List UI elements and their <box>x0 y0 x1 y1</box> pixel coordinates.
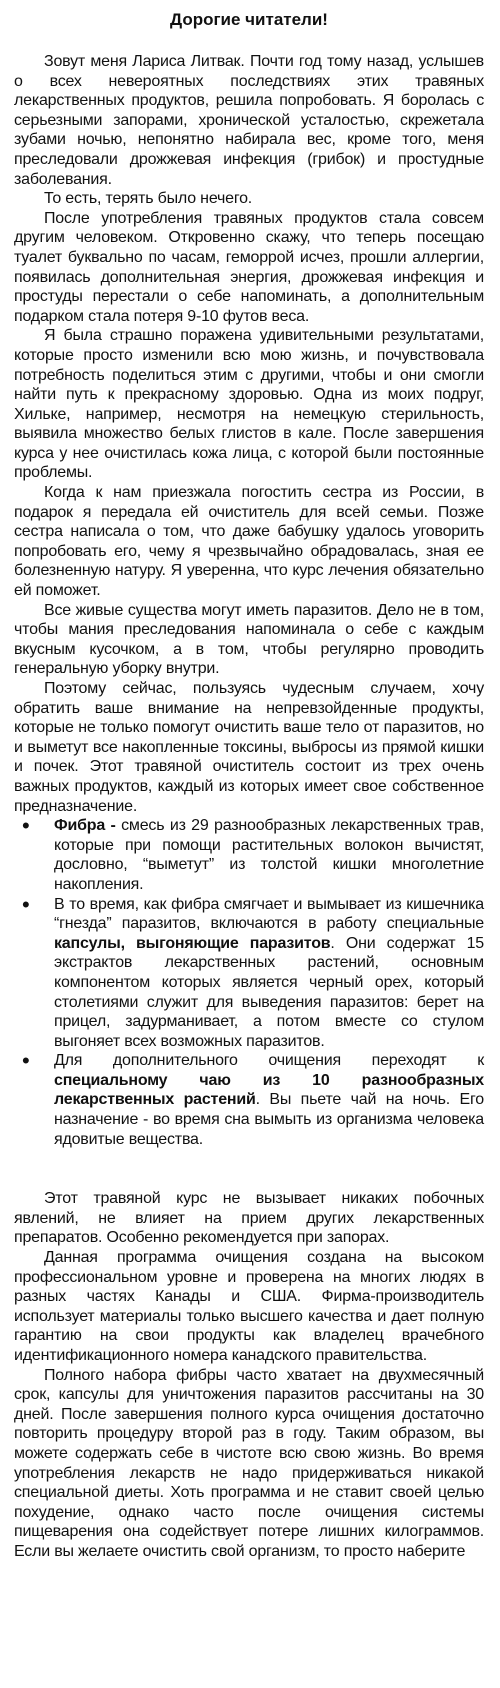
list-item-bold: капсулы, выгоняющие паразитов <box>54 934 331 952</box>
list-item-bold: специальному чаю из 10 разнообразных лекарственных растений <box>54 1071 484 1109</box>
page-title: Дорогие читатели! <box>170 10 328 29</box>
paragraph: Все живые существа могут иметь паразитов. Дело не в том, чтобы мания преследования напоминала о себе с каждым вкусным кусочком, а в том, чтобы регулярно проводить генеральную уборку внутри. <box>14 601 484 678</box>
list-item-bold: Фибра - <box>54 817 116 835</box>
section-gap <box>14 1149 484 1189</box>
conclusion-section <box>14 1189 484 1561</box>
list-item-text: . Вы пьете чай на ночь. Его назначение - во время сна вымыть из организма человека ядовитые вещества. <box>54 1091 484 1148</box>
list-item-text: Для дополнительного очищения переходят к <box>54 1052 484 1070</box>
list-item-text: смесь из 29 разнообразных лекарственных трав, которые при помощи растительных волокон вычистят, дословно, “выметут” из толстой кишки многолетние накопления. <box>54 817 484 893</box>
paragraph: Зовут меня Лариса Литвак. Почти год тому назад, услышев о всех невероятных последствиях этих травяных лекарственных продуктов, решила попробовать. Я боролась с серьезными запорами, хронической усталостью, скрежетала зубами ночью, непонятно набирала вес, кроме того, меня преследовали дрожжевая инфекция (грибок) и простудные заболевания. <box>14 53 484 188</box>
paragraph: После употребления травяных продуктов стала совсем другим человеком. Откровенно скажу, что теперь посещаю туалет буквально по часам, геморрой исчез, прошли аллергии, появилась дополнительная энергия, дрожжевая инфекция и простуды перестали о себе напоминать, а дополнительным подарком стала потеря 9-10 футов веса. <box>14 209 484 325</box>
list-item <box>14 891 484 1052</box>
list-item <box>14 813 484 894</box>
bullet-icon: • <box>22 813 30 839</box>
intro-section <box>14 52 484 816</box>
paragraph: Полного набора фибры часто хватает на двухмесячный срок, капсулы для уничтожения паразитов рассчитаны на 30 дней. После завершения полного курса очищения достаточно повторить процедуру второй раз в году. Таким образом, вы можете содержать себе в чистоте всю свою жизнь. Во время употребления лекарств не надо придерживаться никакой специальной диеты. Хоть программа и не ставит своей целью похудение, однако часто после очищения системы пищеварения она содействует потере лишних килограммов. Если вы желаете очистить свой организм, то просто наберите <box>14 1366 484 1560</box>
paragraph: Когда к нам приезжала погостить сестра из России, в подарок я передала ей очиститель для всей семьи. Позже сестра написала о том, что даже бабушку удалось уговорить попробовать его, чему я чрезвычайно обрадовалась, зная ее болезненную натуру. Я уверенна, что курс лечения обязательно ей поможет. <box>14 484 484 600</box>
paragraph: Данная программа очищения создана на высоком профессиональном уровне и проверена на многих людях в разных частях Канады и США. Фирма-производитель использует материалы только высшего качества и дает полную гарантию на свои продукты как владелец врачебного идентификационного номера канадского правительства. <box>14 1249 484 1364</box>
paragraph: Я была страшно поражена удивительными результатами, которые просто изменили всю мою жизнь, и почувствовала потребность поделиться этим с другими, чтобы и они смогли найти путь к прекрасному здоровью. Одна из моих подруг, Хильке, например, несмотря на немецкую стерильность, выявила множество белых глистов в кале. После завершения курса у нее очистилась кожа лица, с которой были постоянные проблемы. <box>14 327 484 482</box>
paragraph: Поэтому сейчас, пользуясь чудесным случаем, хочу обратить ваше внимание на непревзойденные продукты, которые не только помогут очистить ваше тело от паразитов, но и выметут все накопленные токсины, выбросы из прямой кишки и почек. Этот травяной очиститель состоит из трех очень важных продуктов, каждый из которых имеет свое собственное предназначение. <box>14 680 484 815</box>
paragraph: То есть, терять было нечего. <box>44 190 253 208</box>
product-list <box>14 813 484 1149</box>
bullet-icon: • <box>22 1048 30 1074</box>
bullet-icon: • <box>22 891 30 917</box>
list-item-text: В то время, как фибра смягчает и вымывает из кишечника “гнезда” паразитов, включаются в работу специальные <box>54 895 484 933</box>
list-item-text: . Они содержат 15 экстрактов лекарственных растений, основным компонентом которых является черный орех, который столетиями служит для выведения паразитов: берет на прицел, задурманивает, а потом вместе со стулом выгоняет всех возможных паразитов. <box>54 934 484 1050</box>
paragraph: Этот травяной курс не вызывает никаких побочных явлений, не влияет на прием других лекарственных препаратов. Особенно рекомендуется при запорах. <box>14 1190 484 1247</box>
list-item <box>14 1048 484 1149</box>
